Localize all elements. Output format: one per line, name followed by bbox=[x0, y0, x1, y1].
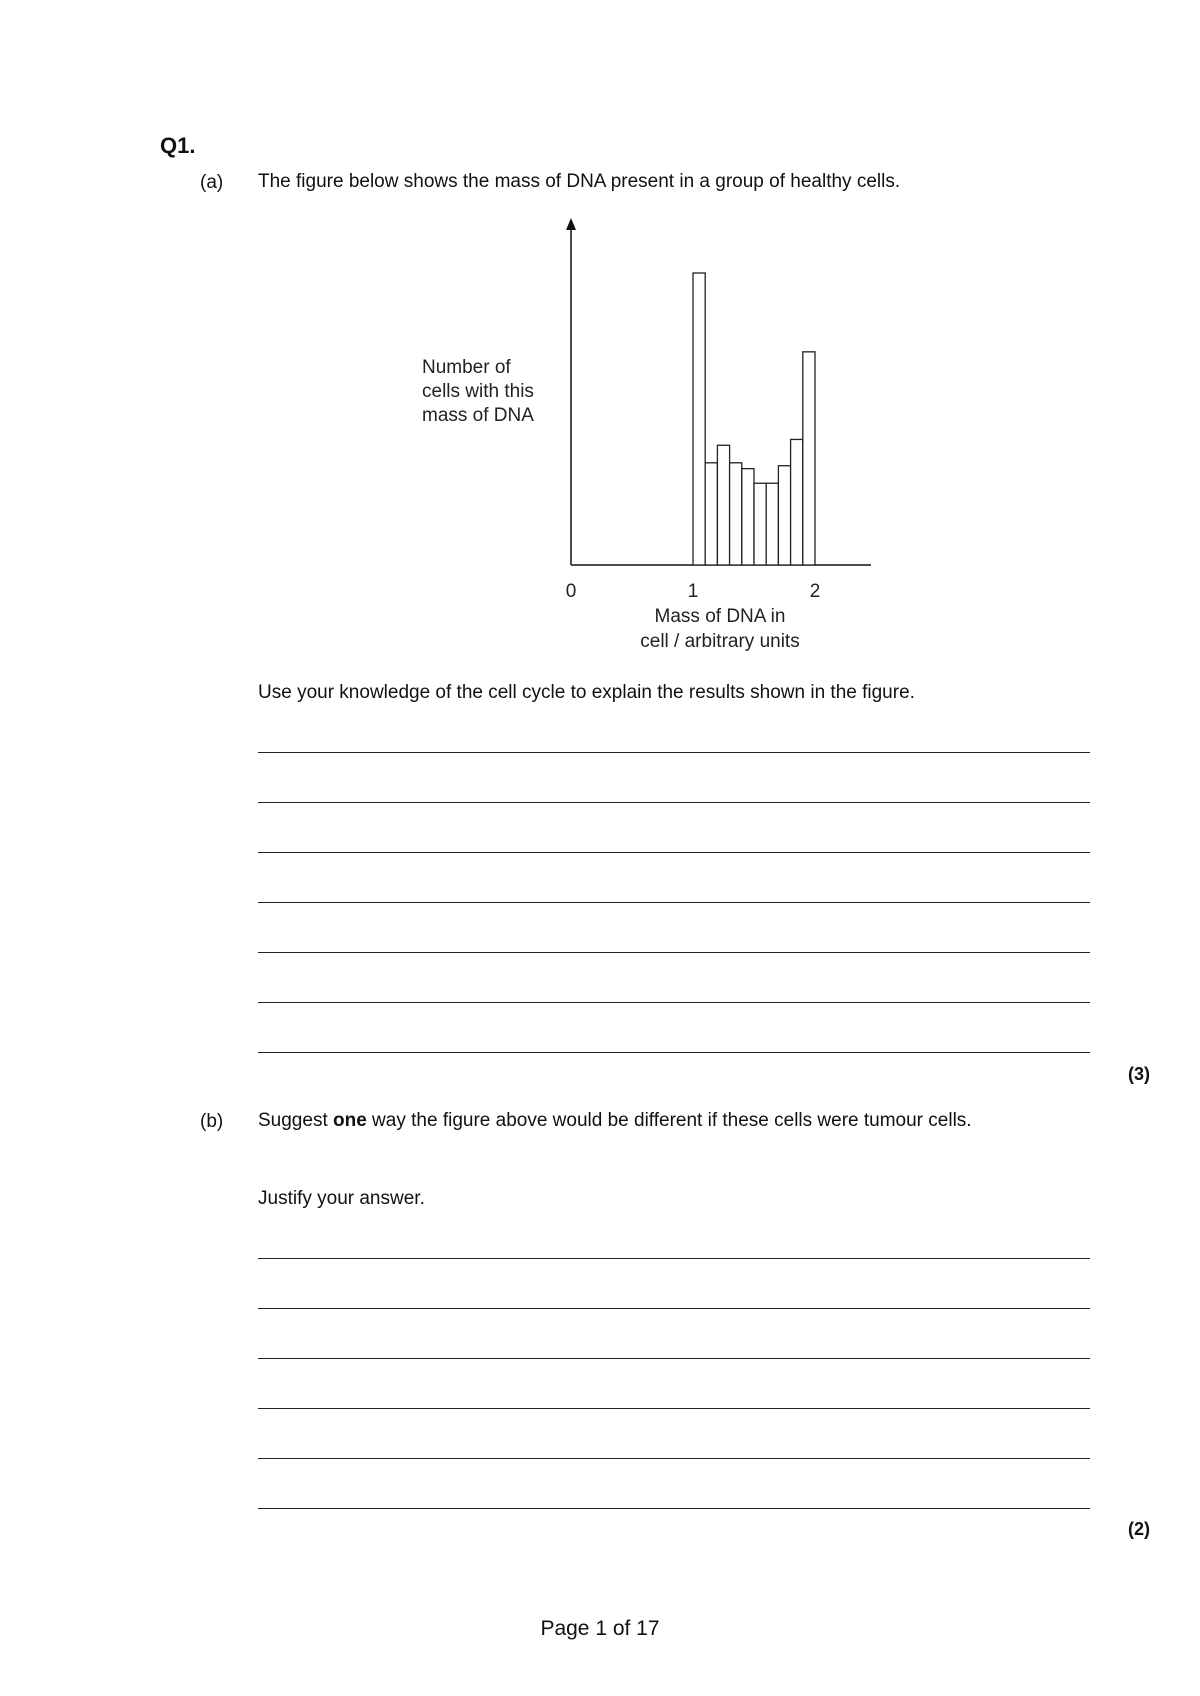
x-tick-label: 1 bbox=[687, 581, 699, 602]
answer-line[interactable] bbox=[258, 1258, 1090, 1259]
answer-line[interactable] bbox=[258, 752, 1090, 753]
answer-line[interactable] bbox=[258, 1508, 1090, 1509]
answer-line[interactable] bbox=[258, 852, 1090, 853]
page-number: Page 1 of 17 bbox=[540, 1617, 660, 1640]
histogram-bar bbox=[754, 483, 766, 565]
x-axis-label-line: Mass of DNA in bbox=[654, 606, 786, 627]
y-axis-label-line: cells with this bbox=[422, 381, 534, 402]
part-b-prompt-post: way the figure above would be different if these cells were tumour cells. bbox=[366, 1110, 972, 1131]
x-tick-label: 2 bbox=[809, 581, 821, 602]
histogram-bar bbox=[778, 466, 790, 565]
answer-line[interactable] bbox=[258, 1002, 1090, 1003]
histogram-bar bbox=[791, 439, 803, 565]
part-a-prompt: Use your knowledge of the cell cycle to explain the results shown in the figure. bbox=[258, 682, 915, 703]
x-axis-label-line: cell / arbitrary units bbox=[640, 631, 800, 652]
x-tick-labels bbox=[566, 581, 821, 602]
answer-line[interactable] bbox=[258, 952, 1090, 953]
part-b-label: (b) bbox=[200, 1111, 224, 1132]
histogram-bar bbox=[803, 352, 815, 565]
histogram-bar bbox=[717, 445, 729, 565]
part-a-intro: The figure below shows the mass of DNA present in a group of healthy cells. bbox=[258, 171, 901, 192]
part-b-marks: (2) bbox=[1128, 1519, 1150, 1539]
y-axis-label-line: Number of bbox=[422, 357, 511, 378]
answer-line[interactable] bbox=[258, 1052, 1090, 1053]
histogram-bars bbox=[693, 273, 815, 565]
answer-line[interactable] bbox=[258, 1408, 1090, 1409]
histogram-bar bbox=[705, 463, 717, 565]
histogram-bar bbox=[730, 463, 742, 565]
y-axis-label-line: mass of DNA bbox=[422, 405, 534, 426]
question-number: Q1. bbox=[160, 133, 196, 158]
part-b-prompt-bold: one bbox=[333, 1110, 367, 1131]
part-a-marks: (3) bbox=[1128, 1064, 1150, 1084]
answer-line[interactable] bbox=[258, 1458, 1090, 1459]
answer-line[interactable] bbox=[258, 802, 1090, 803]
histogram-bar bbox=[742, 469, 754, 565]
answer-line[interactable] bbox=[258, 902, 1090, 903]
x-tick-label: 0 bbox=[565, 581, 577, 602]
histogram-bar bbox=[693, 273, 705, 565]
part-b-justify: Justify your answer. bbox=[258, 1188, 425, 1209]
x-axis-label bbox=[640, 606, 799, 652]
answer-line[interactable] bbox=[258, 1308, 1090, 1309]
part-b-prompt-pre: Suggest bbox=[258, 1110, 333, 1131]
part-b-prompt bbox=[258, 1109, 1058, 1133]
y-axis-label bbox=[422, 357, 534, 426]
part-a-label: (a) bbox=[200, 172, 224, 193]
answer-line[interactable] bbox=[258, 1358, 1090, 1359]
histogram-bar bbox=[766, 483, 778, 565]
y-axis-arrow-icon bbox=[566, 218, 576, 230]
dna-mass-histogram bbox=[400, 210, 890, 660]
